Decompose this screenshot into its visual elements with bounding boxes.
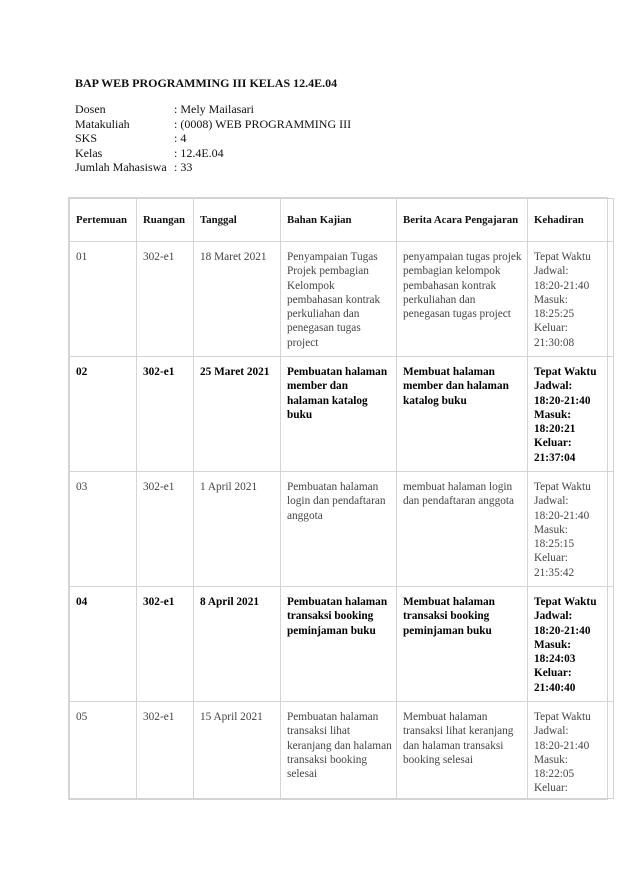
- cell-tanggal: 25 Maret 2021: [194, 357, 281, 472]
- cell-pertemuan: 01: [70, 242, 137, 357]
- info-label: Dosen: [75, 102, 106, 116]
- cell-kehadiran: [528, 702, 614, 799]
- kehadiran-line: Keluar:: [534, 552, 568, 565]
- table-header-row: [70, 199, 614, 242]
- kehadiran-line: 18:22:05: [534, 768, 575, 781]
- cell-berita: Membuat halaman transaksi lihat keranjang dan halaman transaksi booking selesai: [397, 702, 528, 799]
- cell-ruangan: 302-e1: [137, 702, 194, 799]
- cell-pertemuan: 05: [70, 702, 137, 799]
- kehadiran-line: 18:20-21:40: [534, 739, 590, 752]
- cell-pertemuan: 03: [70, 472, 137, 587]
- info-label: Matakuliah: [75, 116, 130, 131]
- cell-berita: membuat halaman login dan pendaftaran anggota: [397, 472, 528, 587]
- info-value: : (0008) WEB PROGRAMMING III: [174, 116, 352, 131]
- kehadiran-line: Jadwal:: [534, 495, 569, 508]
- kehadiran-line: Keluar:: [534, 667, 572, 680]
- kehadiran-line: 18:20-21:40: [534, 509, 590, 522]
- kehadiran-line: Masuk:: [534, 638, 572, 651]
- attendance-table: [68, 197, 608, 800]
- kehadiran-line: 21:37:04: [534, 451, 576, 464]
- kehadiran-line: Masuk:: [534, 753, 568, 766]
- cell-pertemuan: 02: [70, 357, 137, 472]
- cell-tanggal: 8 April 2021: [194, 587, 281, 702]
- info-row-dosen: [75, 102, 351, 117]
- cell-kehadiran: [528, 242, 614, 357]
- kehadiran-line: Tepat Waktu: [534, 366, 597, 378]
- cell-tanggal: 15 April 2021: [194, 702, 281, 799]
- column-header: Tanggal: [194, 199, 281, 242]
- cell-bahan: Pembuatan halaman transaksi booking peminjaman buku: [281, 587, 397, 702]
- kehadiran-line: 21:40:40: [534, 681, 576, 694]
- cell-ruangan: 302-e1: [137, 242, 194, 357]
- kehadiran-line: Tepat Waktu: [534, 481, 591, 493]
- cell-kehadiran: [528, 472, 614, 587]
- kehadiran-line: Masuk:: [534, 293, 568, 306]
- cell-bahan: Penyampaian Tugas Projek pembagian Kelompok pembahasan kontrak perkuliahan dan penegasan tugas project: [281, 242, 397, 357]
- table-row: [70, 702, 614, 799]
- table-row: [70, 242, 614, 357]
- table-row: [70, 587, 614, 702]
- kehadiran-line: Tepat Waktu: [534, 251, 591, 263]
- cell-ruangan: 302-e1: [137, 357, 194, 472]
- kehadiran-line: 18:25:25: [534, 308, 575, 321]
- cell-ruangan: 302-e1: [137, 472, 194, 587]
- cell-tanggal: 1 April 2021: [194, 472, 281, 587]
- info-value: : 33: [174, 160, 193, 175]
- kehadiran-line: 18:20-21:40: [534, 394, 591, 407]
- kehadiran-line: 18:25:15: [534, 538, 575, 551]
- cell-bahan: Pembuatan halaman member dan halaman katalog buku: [281, 357, 397, 472]
- cell-tanggal: 18 Maret 2021: [194, 242, 281, 357]
- info-row-matakuliah: [75, 117, 351, 132]
- kehadiran-line: 18:20:21: [534, 423, 576, 436]
- kehadiran-line: 18:20-21:40: [534, 279, 590, 292]
- kehadiran-line: Jadwal:: [534, 380, 573, 393]
- info-value: : 4: [174, 131, 187, 146]
- kehadiran-line: Jadwal:: [534, 265, 569, 278]
- column-header: Berita Acara Pengajaran: [397, 199, 528, 242]
- kehadiran-line: Jadwal:: [534, 610, 573, 623]
- kehadiran-line: 21:30:08: [534, 336, 575, 349]
- kehadiran-line: 18:24:03: [534, 653, 576, 666]
- cell-bahan: Pembuatan halaman login dan pendaftaran anggota: [281, 472, 397, 587]
- column-header: Pertemuan: [70, 199, 137, 242]
- cell-berita: Membuat halaman member dan halaman katalog buku: [397, 357, 528, 472]
- kehadiran-line: Masuk:: [534, 408, 572, 421]
- kehadiran-line: Keluar:: [534, 782, 568, 795]
- info-row-jumlah-mahasiswa: [75, 160, 351, 175]
- kehadiran-line: Keluar:: [534, 322, 568, 335]
- cell-kehadiran: [528, 587, 614, 702]
- info-label: SKS: [75, 131, 98, 146]
- course-info: [75, 102, 351, 175]
- cell-kehadiran: [528, 357, 614, 472]
- kehadiran-line: 21:35:42: [534, 566, 575, 579]
- info-value: : 12.4E.04: [174, 145, 224, 160]
- kehadiran-line: Tepat Waktu: [534, 596, 597, 608]
- page-title: BAP WEB PROGRAMMING III KELAS 12.4E.04: [75, 76, 338, 90]
- kehadiran-line: Keluar:: [534, 437, 572, 450]
- info-row-kelas: [75, 146, 351, 161]
- table-row: [70, 357, 614, 472]
- info-label: Kelas: [75, 145, 103, 160]
- info-value: : Mely Mailasari: [174, 102, 254, 116]
- cell-ruangan: 302-e1: [137, 587, 194, 702]
- column-header: Bahan Kajian: [281, 199, 397, 242]
- cell-bahan: Pembuatan halaman transaksi lihat keranjang dan halaman transaksi booking selesai: [281, 702, 397, 799]
- table-row: [70, 472, 614, 587]
- info-label: Jumlah Mahasiswa: [75, 160, 167, 175]
- kehadiran-line: 18:20-21:40: [534, 624, 591, 637]
- column-header: Ruangan: [137, 199, 194, 242]
- cell-berita: penyampaian tugas projek pembagian kelompok pembahasan kontrak perkuliahan dan penegasan tugas project: [397, 242, 528, 357]
- cell-berita: Membuat halaman transaksi booking peminjaman buku: [397, 587, 528, 702]
- cell-pertemuan: 04: [70, 587, 137, 702]
- kehadiran-line: Tepat Waktu: [534, 711, 591, 723]
- kehadiran-line: Jadwal:: [534, 725, 569, 738]
- column-header: Kehadiran: [528, 199, 614, 242]
- info-row-sks: [75, 131, 351, 146]
- kehadiran-line: Masuk:: [534, 523, 568, 536]
